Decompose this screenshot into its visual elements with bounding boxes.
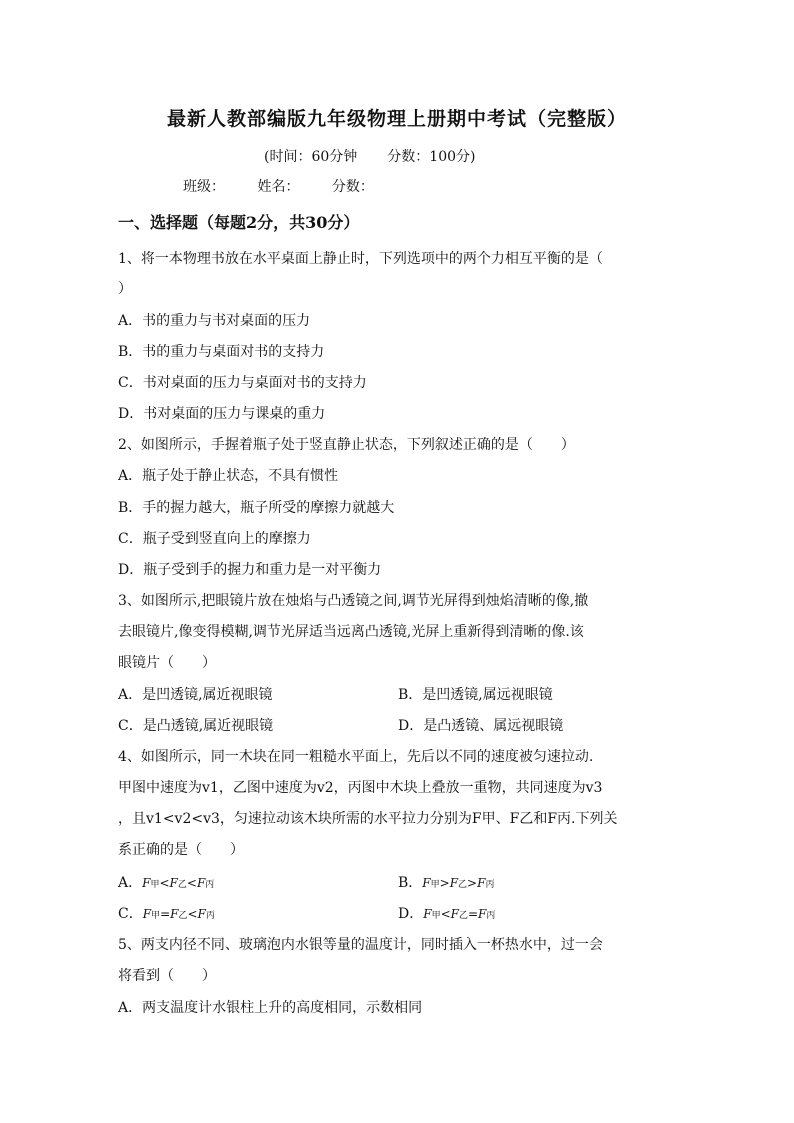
q2-stem: 2、如图所示，手握着瓶子处于竖直静止状态，下列叙述正确的是（ ） xyxy=(118,437,575,453)
exam-meta xyxy=(264,146,505,166)
q5-stem-line2: 将看到（ ） xyxy=(118,968,216,984)
q5-option-a: A．两支温度计水银柱上升的高度相同，示数相同 xyxy=(118,1000,423,1016)
q4-stem-line3: ，且v1<v2<v3，匀速拉动该木块所需的水平拉力分别为F甲、F乙和F丙.下列关 xyxy=(118,811,618,827)
time-limit: (时间：60分钟 xyxy=(264,149,358,165)
q4-stem-line4: 系正确的是（ ） xyxy=(118,842,244,858)
q3-stem-line2: 去眼镜片,像变得模糊,调节光屏适当远离凸透镜,光屏上重新得到清晰的像.该 xyxy=(118,624,584,640)
q4-option-b: B．F甲>F乙>F丙 xyxy=(398,875,495,891)
q3-option-c: C．是凸透镜,属近视眼镜 xyxy=(118,718,274,734)
option-label: B． xyxy=(398,875,423,891)
q3-stem-line1: 3、如图所示,把眼镜片放在烛焰与凸透镜之间,调节光屏得到烛焰清晰的像,撤 xyxy=(118,593,589,609)
q1-option-a: A．书的重力与书对桌面的压力 xyxy=(118,313,311,329)
total-score: 分数：100分) xyxy=(387,149,476,165)
q3-stem-line3: 眼镜片（ ） xyxy=(118,655,216,671)
q1-stem-line2: ） xyxy=(118,281,132,297)
q3-option-d: D．是凸透镜、属远视眼镜 xyxy=(398,718,564,734)
section-heading: 一、选择题（每题2分，共30分） xyxy=(118,213,360,232)
q3-option-b: B．是凹透镜,属远视眼镜 xyxy=(398,687,553,703)
q2-option-b: B．手的握力越大，瓶子所受的摩擦力就越大 xyxy=(118,500,395,516)
q1-option-d: D．书对桌面的压力与课桌的重力 xyxy=(118,406,326,422)
q1-stem-line1: 1、将一本物理书放在水平桌面上静止时，下列选项中的两个力相互平衡的是（ xyxy=(118,251,603,267)
q4-option-c: C．F甲=F乙<F丙 xyxy=(118,906,215,922)
option-label: C． xyxy=(118,906,143,922)
q5-stem-line1: 5、两支内径不同、玻璃泡内水银等量的温度计，同时插入一杯热水中，过一会 xyxy=(118,937,603,953)
q1-option-b: B．书的重力与桌面对书的支持力 xyxy=(118,344,325,360)
name-label: 姓名： xyxy=(257,179,300,195)
option-label: D． xyxy=(398,906,424,922)
class-label: 班级： xyxy=(183,179,225,195)
q3-option-a: A．是凹透镜,属近视眼镜 xyxy=(118,687,273,703)
q2-option-d: D．瓶子受到手的握力和重力是一对平衡力 xyxy=(118,562,382,578)
q1-option-c: C．书对桌面的压力与桌面对书的支持力 xyxy=(118,375,367,391)
score-label: 分数： xyxy=(331,179,374,195)
student-info xyxy=(183,176,402,196)
q2-option-a: A．瓶子处于静止状态，不具有惯性 xyxy=(118,468,339,484)
page-title: 最新人教部编版九年级物理上册期中考试（完整版） xyxy=(166,108,627,130)
q2-option-c: C．瓶子受到竖直向上的摩擦力 xyxy=(118,531,311,547)
q4-option-d: D．F甲<F乙=F丙 xyxy=(398,906,496,922)
q4-option-a: A．F甲<F乙<F丙 xyxy=(118,875,215,891)
option-label: A． xyxy=(118,875,143,891)
q4-stem-line1: 4、如图所示，同一木块在同一粗糙水平面上，先后以不同的速度被匀速拉动. xyxy=(118,749,594,765)
q4-stem-line2: 甲图中速度为v1，乙图中速度为v2，丙图中木块上叠放一重物，共同速度为v3 xyxy=(118,780,603,796)
